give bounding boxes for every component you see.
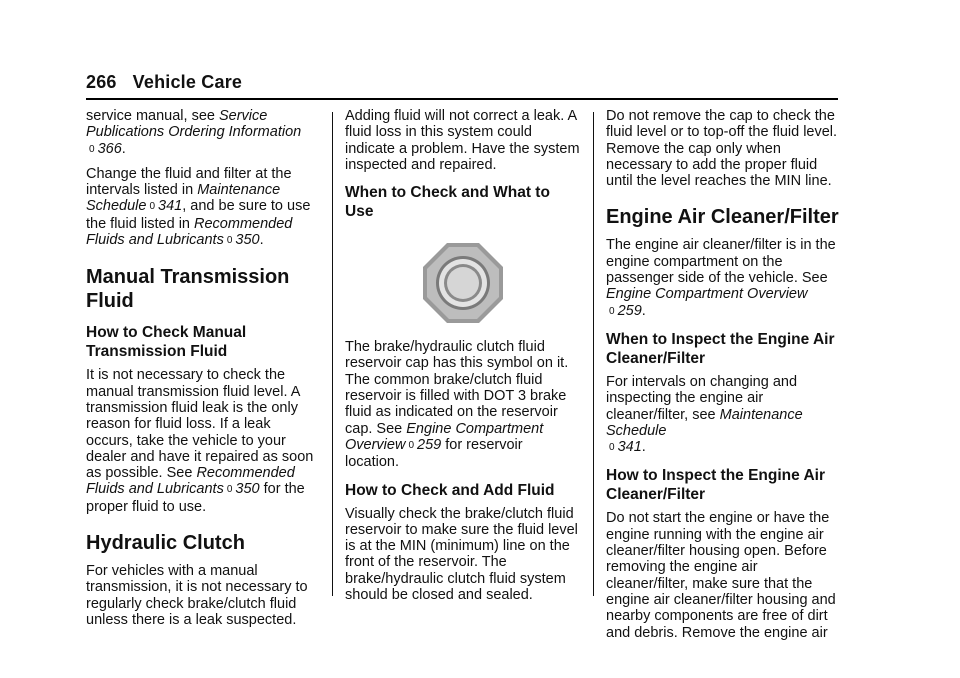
cross-ref-link[interactable]: Service Publications Ordering Information	[86, 108, 302, 141]
paragraph: For intervals on changing and inspecting the engine air cleaner/filter, see Maintenance Schedule 0 341.	[606, 373, 803, 456]
column-divider	[593, 112, 594, 596]
column-divider	[332, 112, 333, 596]
header-rule	[86, 98, 838, 100]
page-ref-arrow: 0	[609, 305, 615, 317]
subsection-heading: How to Inspect the Engine Air Cleaner/Filter	[606, 467, 826, 504]
cross-ref-link[interactable]: Engine Compartment Overview	[606, 286, 808, 303]
page-ref-arrow: 0	[89, 143, 95, 155]
section-heading: Engine Air Cleaner/Filter	[606, 206, 839, 229]
page-ref-arrow: 0	[149, 201, 156, 213]
page-ref[interactable]: 341	[617, 439, 642, 456]
page-number: 266	[86, 72, 117, 92]
paragraph: For vehicles with a manual transmission, it is not necessary to regularly check brake/clutch fluid unless there is a leak suspected.	[86, 563, 308, 628]
brake-fluid-reservoir-cap-icon	[421, 241, 505, 325]
subsection-heading: How to Check and Add Fluid	[345, 481, 555, 499]
paragraph: The engine air cleaner/filter is in the engine compartment on the passenger side of the vehicle. See Engine Compartment Overview 0 259.	[606, 237, 836, 319]
section-heading: Manual Transmission Fluid	[86, 266, 290, 313]
page-ref[interactable]: 366	[97, 140, 122, 157]
paragraph: The brake/hydraulic clutch fluid reservoir cap has this symbol on it. The common brake/clutch fluid reservoir is filled with DOT 3 brake fluid as indicated on the reservoir cap. See Engine Compartment Overview 0 259 for reservoir location.	[345, 339, 569, 471]
section-title: Vehicle Care	[132, 72, 243, 92]
cross-ref-link[interactable]: Recommended Fluids and Lubricants	[86, 465, 295, 498]
cross-ref-link[interactable]: Recommended Fluids and Lubricants	[86, 215, 293, 249]
page-ref-arrow: 0	[226, 484, 233, 496]
page-header	[86, 72, 242, 93]
column-1	[86, 108, 316, 636]
page-ref[interactable]: 350	[235, 481, 260, 498]
page-ref-arrow: 0	[226, 235, 233, 247]
paragraph: service manual, see Service Publications Ordering Information 0 366.	[86, 108, 302, 157]
paragraph: Do not start the engine or have the engine running with the engine air cleaner/filter housing open. Before removing the engine air cleaner/filter, make sure that the engine air cleaner/filter housing and nearby components are free of dirt and debris. Remove the engine air	[606, 510, 836, 641]
paragraph: Do not remove the cap to check the fluid level or to top-off the fluid level. Remove the cap only when necessary to add the proper fluid until the level reaches the MIN line.	[606, 108, 838, 190]
page-ref[interactable]: 259	[617, 302, 642, 319]
paragraph: Adding fluid will not correct a leak. A fluid loss in this system could indicate a problem. Have the system inspected and repaired.	[345, 108, 580, 173]
subsection-heading: When to Check and What to Use	[345, 184, 550, 221]
cross-ref-link[interactable]: Maintenance Schedule	[86, 182, 281, 215]
column-3	[606, 108, 841, 649]
subsection-heading: When to Inspect the Engine Air Cleaner/Filter	[606, 330, 835, 367]
subsection-heading: How to Check Manual Transmission Fluid	[86, 324, 247, 361]
section-heading: Hydraulic Clutch	[86, 532, 245, 555]
page-ref[interactable]: 259	[417, 436, 442, 453]
paragraph: Visually check the brake/clutch fluid reservoir to make sure the fluid level is at the MIN (minimum) line on the front of the reservoir. The brake/hydraulic clutch fluid system should be closed and sealed.	[345, 505, 578, 604]
page-ref-arrow: 0	[408, 439, 414, 451]
cross-ref-link[interactable]: Engine Compartment Overview	[345, 420, 544, 453]
column-2	[345, 108, 580, 611]
cross-ref-link[interactable]: Maintenance Schedule	[606, 406, 803, 439]
page-ref-arrow: 0	[609, 442, 615, 454]
paragraph: It is not necessary to check the manual transmission fluid level. A transmission fluid leak is the only reason for fluid loss. If a leak occurs, take the vehicle to your dealer and have it repaired as soon as possible. See Recommended Fluids and Lubricants 0 350 for the proper fluid to use.	[86, 367, 314, 515]
page-ref[interactable]: 350	[235, 232, 260, 249]
page-ref[interactable]: 341	[158, 198, 183, 215]
paragraph: Change the fluid and filter at the intervals listed in Maintenance Schedule 0 341, and be sure to use the fluid listed in Recommended Fluids and Lubricants 0 350.	[86, 165, 311, 249]
